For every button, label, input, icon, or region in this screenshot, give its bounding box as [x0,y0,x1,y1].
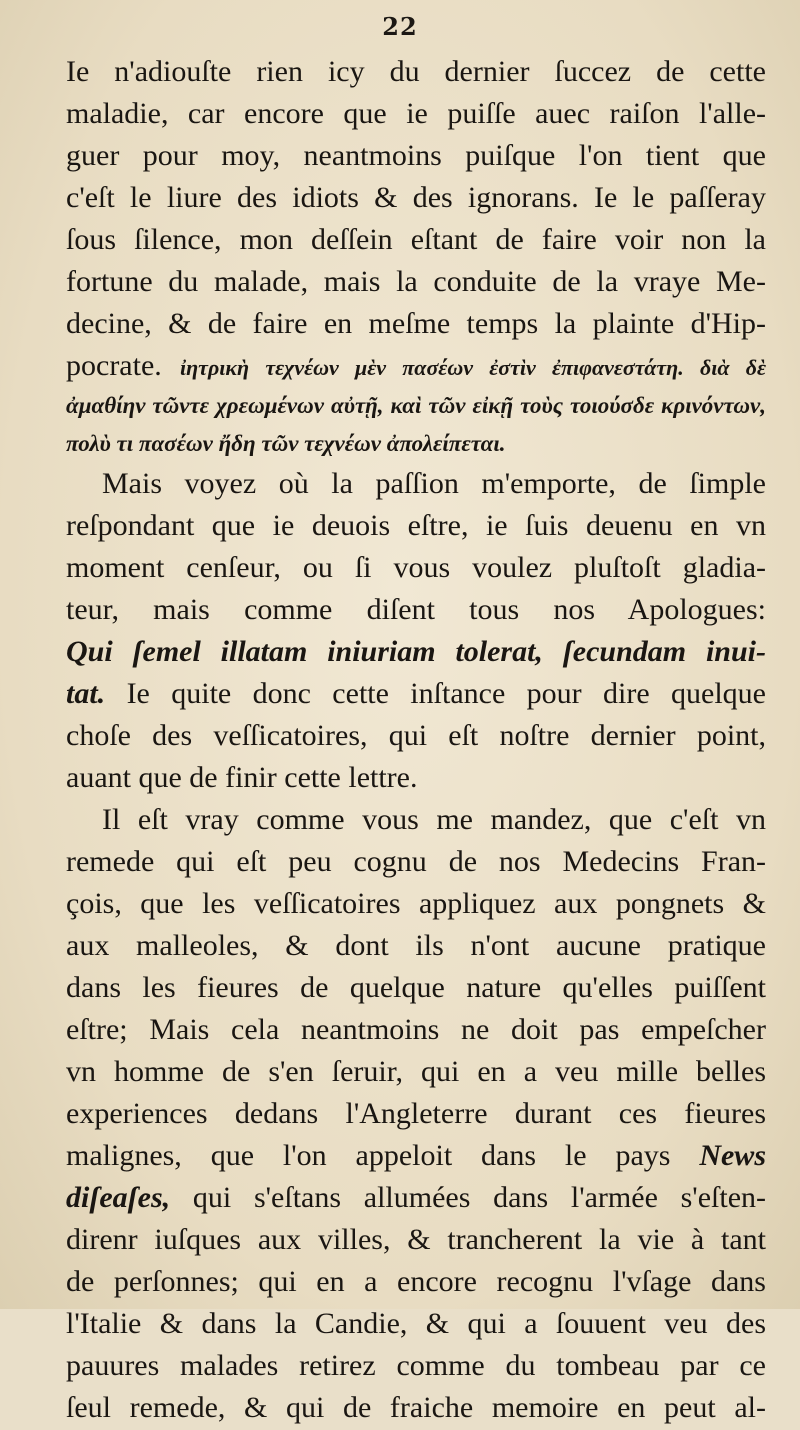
text-line [66,1388,766,1430]
text-line [66,716,766,758]
text-line [66,346,766,388]
text-line [66,426,766,464]
text-line [66,926,766,968]
line-text: teur, mais comme diſent tous nos Apologues: [66,593,766,626]
line-text: πολὺ τι πασέων ἤδη τῶν τεχνέων ἀπολείπεται. [66,431,506,456]
line-text: maladie, car encore que ie puiſſe auec raiſon l'alle- [66,97,766,130]
line-text: malignes, que l'on appeloit dans le pays [66,1139,671,1172]
text-line [66,1052,766,1094]
line-text: qui s'eſtans allumées dans l'armée s'eſten- [192,1181,766,1214]
text-line [66,590,766,632]
text-line [66,136,766,178]
line-text: moment cenſeur, ou ſi vous voulez pluſtoſt gladia- [66,551,766,584]
text-line [66,506,766,548]
text-line [66,1262,766,1304]
page-number: 22 [382,12,418,41]
text-line [66,1136,766,1178]
text-line [66,548,766,590]
line-text: choſe des veſſicatoires, qui eſt noſtre dernier point, [66,719,766,752]
text-line [66,1346,766,1388]
text-line [66,388,766,426]
text-line [66,52,766,94]
line-text: Mais voyez où la paſſion m'emporte, de ſimple [102,467,766,500]
italic-fragment: News [699,1139,766,1172]
line-text: Il eſt vray comme vous me mandez, que c'eſt vn [102,803,766,836]
line-text: Ie n'adiouſte rien icy du dernier ſuccez de cette [66,55,766,88]
line-text: fortune du malade, mais la conduite de la vraye Me- [66,265,766,298]
line-text: eſtre; Mais cela neantmoins ne doit pas empeſcher [66,1013,766,1046]
text-line [66,758,766,800]
italic-quote: Qui ſemel illatam iniuriam tolerat, ſecundam inui- [66,635,766,668]
text-line [66,632,766,674]
text-line [66,884,766,926]
line-text: de perſonnes; qui en a encore recognu l'vſage dans [66,1265,766,1298]
text-line [66,220,766,262]
text-line [66,968,766,1010]
text-line [66,94,766,136]
text-line [66,1094,766,1136]
text-line [66,674,766,716]
line-text: aux malleoles, & dont ils n'ont aucune pratique [66,929,766,962]
line-text: remede qui eſt peu cognu de nos Medecins Fran- [66,845,766,878]
line-text: decine, & de faire en meſme temps la plainte d'Hip- [66,307,766,340]
text-line [66,304,766,346]
text-line [66,178,766,220]
line-text: Ie quite donc cette inſtance pour dire quelque [126,677,766,710]
line-text: vn homme de s'en ſeruir, qui en a veu mille belles [66,1055,766,1088]
line-text: ſeul remede, & qui de fraiche memoire en peut al- [66,1391,766,1424]
line-text: auant que de finir cette lettre. [66,761,418,794]
italic-fragment: diſeaſes, [66,1181,171,1214]
italic-fragment: ἰητρικὴ τεχνέων μὲν πασέων ἐστὶν ἐπιφανεστάτη. διὰ δὲ [180,355,766,380]
line-text: experiences dedans l'Angleterre durant ces fieures [66,1097,766,1130]
line-text: c'eſt le liure des idiots & des ignorans. Ie le paſſeray [66,181,766,214]
line-text: pocrate. [66,349,162,382]
text-line [66,1010,766,1052]
text-line [66,1220,766,1262]
line-text: ſous ſilence, mon deſſein eſtant de faire voir non la [66,223,766,256]
text-line [66,800,766,842]
text-line [66,262,766,304]
line-text: pauures malades retirez comme du tombeau par ce [66,1349,766,1382]
line-text: guer pour moy, neantmoins puiſque l'on tient que [66,139,766,172]
line-text: l'Italie & dans la Candie, & qui a ſouuent veu des [66,1307,766,1340]
line-text: reſpondant que ie deuois eſtre, ie ſuis deuenu en vn [66,509,766,542]
text-line [66,842,766,884]
text-line [66,464,766,506]
text-line [66,1178,766,1220]
italic-fragment: tat. [66,677,106,710]
line-text: direnr iuſques aux villes, & trancherent la vie à tant [66,1223,766,1256]
text-line [66,1304,766,1346]
line-text: dans les fieures de quelque nature qu'elles puiſſent [66,971,766,1004]
page-text [66,52,766,1430]
line-text: çois, que les veſſicatoires appliquez aux pongnets & [66,887,766,920]
line-text: ἀμαθίην τῶντε χρεωμένων αὐτῇ, καὶ τῶν εἰκῇ τοὺς τοιούσδε κρινόντων, [66,393,766,418]
